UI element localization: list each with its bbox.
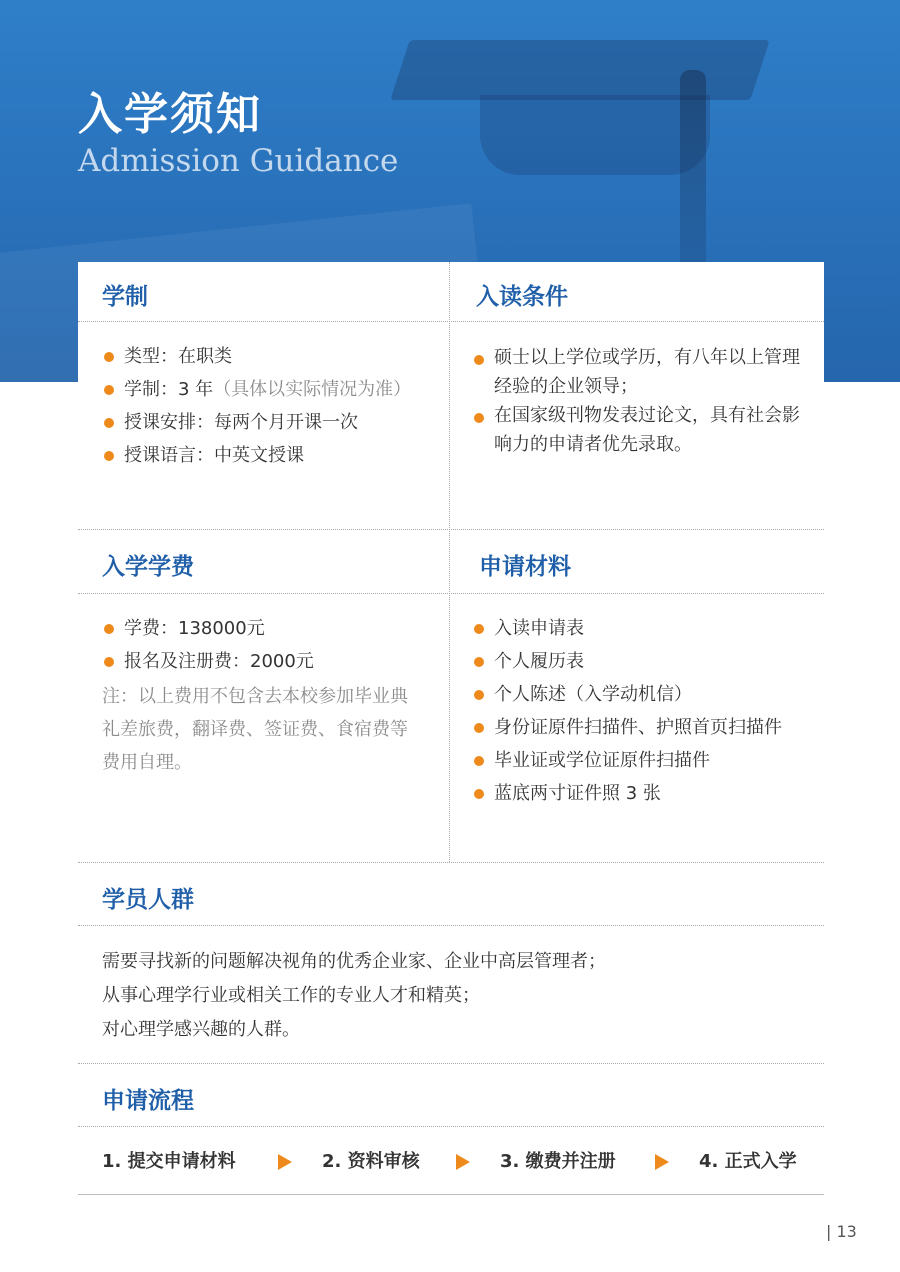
duration-note: （具体以实际情况为准）: [213, 379, 412, 400]
bullet-dot-icon: [104, 418, 114, 428]
list-item: 入读申请表: [472, 612, 782, 645]
study-system-list: [102, 340, 411, 472]
column-divider: [449, 262, 450, 862]
arrow-right-icon: [278, 1154, 292, 1170]
section-title-admission-conditions: 入读条件: [476, 284, 568, 310]
list-item: 蓝底两寸证件照 3 张: [472, 777, 782, 810]
section-title-audience: 学员人群: [102, 887, 194, 913]
list-item: 学制：3 年（具体以实际情况为准）: [102, 373, 411, 406]
admission-info-card: [78, 262, 824, 1212]
process-step: 4. 正式入学: [699, 1151, 797, 1172]
bullet-dot-icon: [104, 624, 114, 634]
audience-lines: [102, 945, 606, 1047]
process-step: 1. 提交申请材料: [102, 1151, 236, 1172]
divider: [78, 1063, 824, 1064]
divider: [78, 1194, 824, 1195]
admission-conditions-list: [472, 343, 812, 459]
list-item: 个人陈述（入学动机信）: [472, 678, 782, 711]
arrow-right-icon: [456, 1154, 470, 1170]
divider: [78, 529, 824, 530]
section-title-materials: 申请材料: [479, 554, 571, 580]
process-step: 3. 缴费并注册: [500, 1151, 616, 1172]
list-item: 报名及注册费：2000元: [102, 645, 314, 678]
process-steps: [102, 1147, 812, 1181]
divider: [78, 593, 824, 594]
bullet-dot-icon: [104, 385, 114, 395]
bullet-dot-icon: [474, 789, 484, 799]
graduation-cap-icon: [390, 40, 769, 100]
bullet-dot-icon: [474, 690, 484, 700]
list-item: 类型：在职类: [102, 340, 411, 373]
tassel-decoration: [680, 70, 706, 280]
bullet-dot-icon: [474, 657, 484, 667]
bullet-dot-icon: [474, 756, 484, 766]
graduation-cap-body: [480, 95, 710, 175]
list-item: 在国家级刊物发表过论文，具有社会影响力的申请者优先录取。: [472, 401, 812, 459]
bullet-dot-icon: [104, 451, 114, 461]
divider: [78, 321, 824, 322]
process-step: 2. 资料审核: [322, 1151, 420, 1172]
divider: [78, 862, 824, 863]
page-title: 入学须知: [78, 89, 262, 140]
bullet-dot-icon: [474, 624, 484, 634]
bullet-dot-icon: [474, 723, 484, 733]
divider: [78, 925, 824, 926]
tuition-note: 注：以上费用不包含去本校参加毕业典礼差旅费，翻译费、签证费、食宿费等费用自理。: [102, 686, 408, 773]
arrow-right-icon: [655, 1154, 669, 1170]
bullet-dot-icon: [104, 352, 114, 362]
list-item: 毕业证或学位证原件扫描件: [472, 744, 782, 777]
page-subtitle: Admission Guidance: [78, 143, 399, 179]
materials-list: [472, 612, 782, 810]
bullet-dot-icon: [104, 657, 114, 667]
audience-line: 需要寻找新的问题解决视角的优秀企业家、企业中高层管理者；: [102, 951, 606, 972]
audience-line: 对心理学感兴趣的人群。: [102, 1019, 300, 1040]
section-title-tuition: 入学学费: [102, 554, 194, 580]
page-number: | 13: [826, 1222, 857, 1241]
list-item: 身份证原件扫描件、护照首页扫描件: [472, 711, 782, 744]
section-title-study-system: 学制: [102, 284, 148, 310]
section-title-process: 申请流程: [102, 1088, 194, 1114]
list-item: 授课语言：中英文授课: [102, 439, 411, 472]
list-item: 个人履历表: [472, 645, 782, 678]
list-item: 硕士以上学位或学历，有八年以上管理经验的企业领导；: [472, 343, 812, 401]
list-item: 学费：138000元: [102, 612, 314, 645]
tuition-list: [102, 612, 314, 678]
divider: [78, 1126, 824, 1127]
bullet-dot-icon: [474, 355, 484, 365]
bullet-dot-icon: [474, 413, 484, 423]
audience-line: 从事心理学行业或相关工作的专业人才和精英；: [102, 985, 480, 1006]
list-item: 授课安排：每两个月开课一次: [102, 406, 411, 439]
